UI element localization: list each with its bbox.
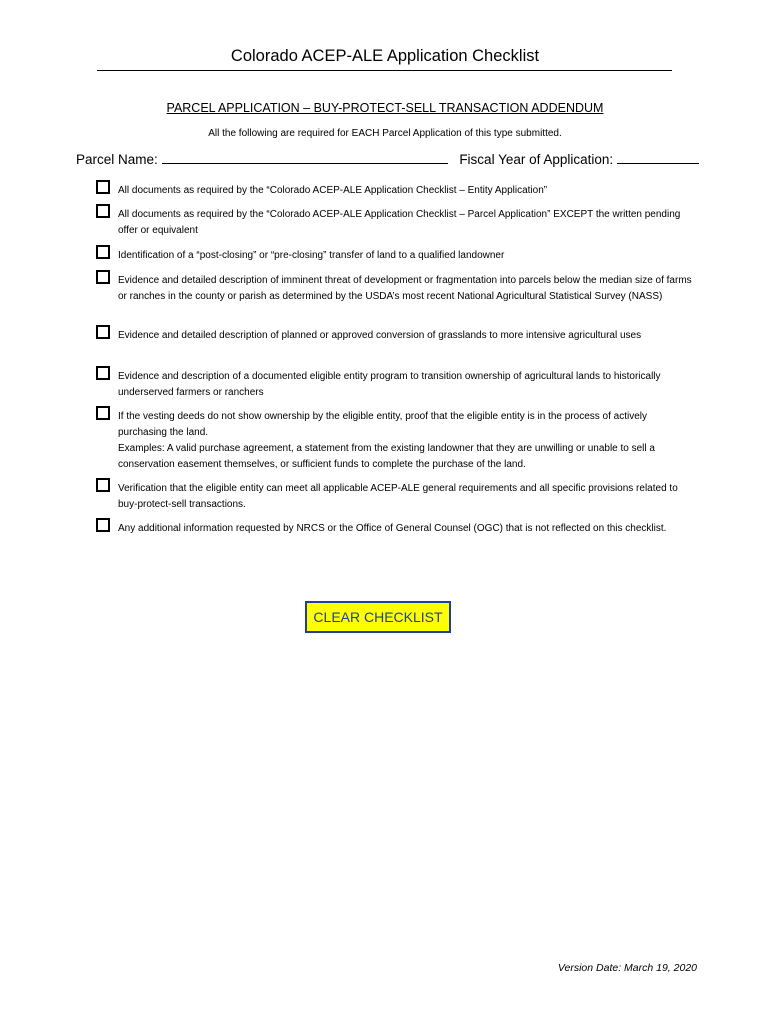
document-title: Colorado ACEP-ALE Application Checklist bbox=[230, 47, 540, 65]
checklist-item-main-text: If the vesting deeds do not show ownership by the eligible entity, proof that the eligible entity is in the process of actively purchasing the land. bbox=[118, 411, 648, 438]
checkbox-6[interactable] bbox=[96, 366, 110, 380]
checkbox-2[interactable] bbox=[96, 204, 110, 218]
checklist-item-text: Verification that the eligible entity can meet all applicable ACEP-ALE general requirements and all specific provisions related to buy-protect-sell transactions. bbox=[118, 483, 678, 510]
checkbox-7[interactable] bbox=[96, 406, 110, 420]
checkbox-8[interactable] bbox=[96, 478, 110, 492]
fiscal-year-label: Fiscal Year of Application: bbox=[459, 152, 614, 167]
checklist-item-text bbox=[118, 409, 693, 473]
checklist-item-text: Identification of a “post-closing” or “pre-closing” transfer of land to a qualified landowner bbox=[118, 250, 505, 261]
addendum-subtitle: PARCEL APPLICATION – BUY-PROTECT-SELL TRANSACTION ADDENDUM bbox=[166, 101, 604, 115]
checklist-item-text: Evidence and detailed description of planned or approved conversion of grasslands to more intensive agricultural uses bbox=[118, 330, 642, 341]
parcel-name-field[interactable] bbox=[162, 151, 448, 164]
fiscal-year-field[interactable] bbox=[617, 151, 699, 164]
checklist-item-text: Any additional information requested by NRCS or the Office of General Counsel (OGC) that is not reflected on this checklist. bbox=[118, 523, 667, 534]
checklist-item-examples-text: Examples: A valid purchase agreement, a statement from the existing landowner that they are unwilling or unable to sell a conservation easement themselves, or sufficient funds to complete the purchase of the land. bbox=[118, 443, 655, 470]
title-underline bbox=[97, 70, 672, 71]
version-date: Version Date: March 19, 2020 bbox=[557, 962, 697, 974]
checkbox-1[interactable] bbox=[96, 180, 110, 194]
checkbox-4[interactable] bbox=[96, 270, 110, 284]
checkbox-5[interactable] bbox=[96, 325, 110, 339]
checklist-item-text: All documents as required by the “Colorado ACEP-ALE Application Checklist – Entity Application” bbox=[118, 185, 548, 196]
checkbox-3[interactable] bbox=[96, 245, 110, 259]
parcel-name-label: Parcel Name: bbox=[76, 152, 158, 167]
checklist-item-text: All documents as required by the “Colorado ACEP-ALE Application Checklist – Parcel Application” EXCEPT the written pending offer or equivalent bbox=[118, 209, 681, 236]
checklist-item-text: Evidence and detailed description of imminent threat of development or fragmentation into parcels below the median size of farms or ranches in the county or parish as determined by the USDA’s most recent National Agricultural Statistical Survey (NASS) bbox=[118, 275, 692, 302]
parcel-info-row bbox=[76, 151, 701, 167]
clear-checklist-button[interactable]: CLEAR CHECKLIST bbox=[305, 601, 451, 633]
checklist-item-text: Evidence and description of a documented eligible entity program to transition ownership of agricultural lands to historically underserved farmers or ranchers bbox=[118, 371, 661, 398]
requirements-note: All the following are required for EACH Parcel Application of this type submitted. bbox=[208, 128, 562, 139]
checkbox-9[interactable] bbox=[96, 518, 110, 532]
